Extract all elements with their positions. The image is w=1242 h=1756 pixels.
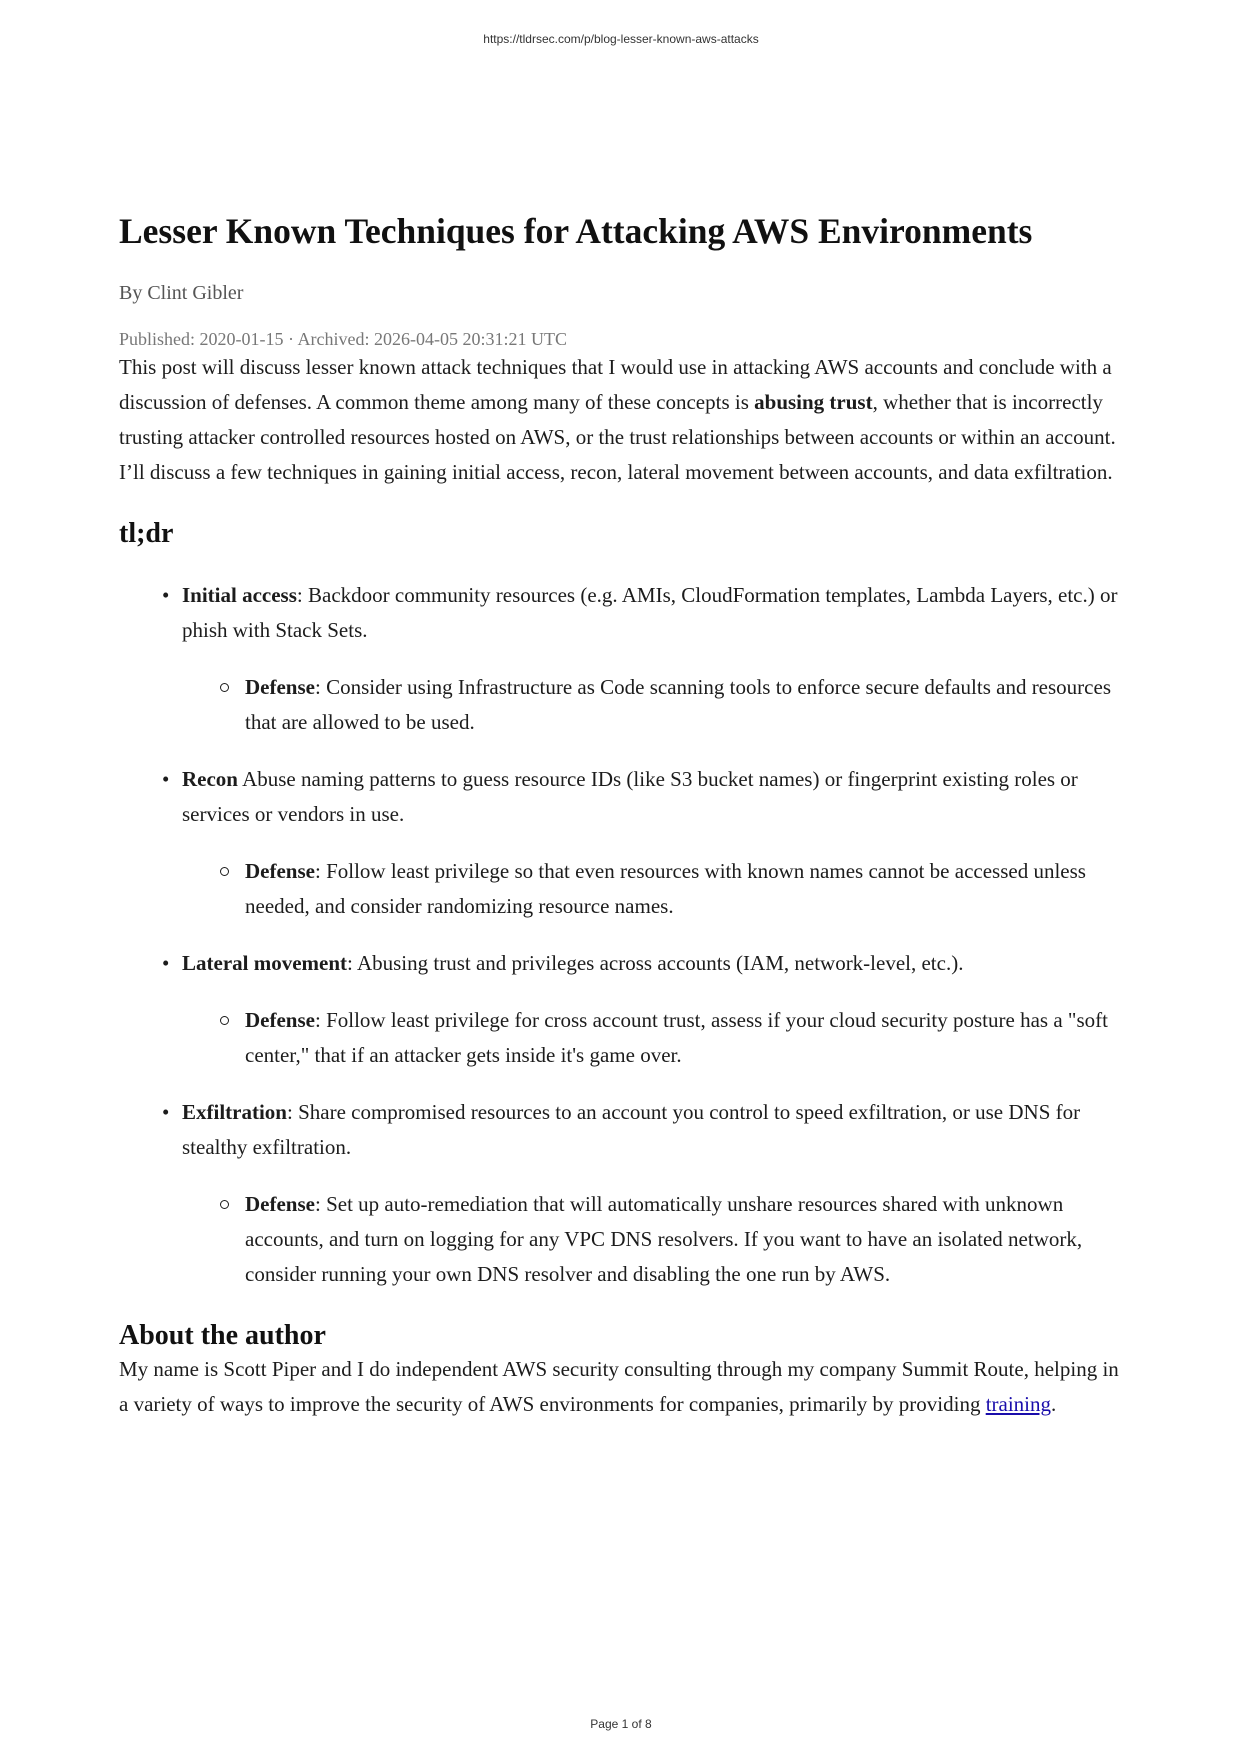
defense-item xyxy=(245,854,1123,924)
tldr-item-text: : Backdoor community resources (e.g. AMIs, CloudFormation templates, Lambda Layers, etc.) or phish with Stack Sets. xyxy=(182,582,1118,642)
about-text: My name is Scott Piper and I do independent AWS security consulting through my company Summit Route, helping in a variety of ways to improve the security of AWS environments for companies, primarily by providing xyxy=(119,1357,1119,1417)
tldr-item-exfiltration xyxy=(162,1095,1123,1292)
circle-bullet-icon xyxy=(220,867,229,876)
circle-bullet-icon xyxy=(220,1016,229,1025)
tldr-item-recon xyxy=(162,762,1123,924)
tldr-list xyxy=(119,578,1123,1292)
defense-text: : Follow least privilege for cross account trust, assess if your cloud security posture has a "soft center," that if an attacker gets inside it's game over. xyxy=(245,1007,1108,1067)
about-paragraph xyxy=(119,1352,1123,1422)
defense-item xyxy=(245,1187,1123,1292)
defense-text: : Follow least privilege so that even resources with known names cannot be accessed unless needed, and consider randomizing resource names. xyxy=(245,858,1086,918)
intro-text-end: , whether that is incorrectly trusting attacker controlled resources hosted on AWS, or the trust relationships between accounts or within an account. xyxy=(119,390,1116,450)
tldr-item-label: Recon xyxy=(182,766,238,791)
tldr-item-initial-access xyxy=(162,578,1123,740)
defense-label: Defense xyxy=(245,1007,315,1032)
article-title: Lesser Known Techniques for Attacking AWS Environments xyxy=(119,211,1033,251)
tldr-item-label: Initial access xyxy=(182,582,297,607)
circle-bullet-icon xyxy=(220,1200,229,1209)
defense-item xyxy=(245,670,1123,740)
tldr-item-label: Lateral movement xyxy=(182,950,348,975)
defense-list xyxy=(182,854,1123,924)
page-number: Page 1 of 8 xyxy=(590,1717,652,1731)
intro-paragraph-2: I’ll discuss a few techniques in gaining initial access, recon, lateral movement between accounts, and data exfiltration. xyxy=(119,460,1113,485)
training-link[interactable]: training xyxy=(985,1392,1052,1417)
bullet-icon: • xyxy=(162,1099,170,1124)
page-url: https://tldrsec.com/p/blog-lesser-known-aws-attacks xyxy=(483,32,759,46)
bullet-icon: • xyxy=(162,582,170,607)
defense-list xyxy=(182,670,1123,740)
article xyxy=(119,210,1123,1422)
defense-list xyxy=(182,1187,1123,1292)
tldr-item-label: Exfiltration xyxy=(182,1099,287,1124)
tldr-heading: tl;dr xyxy=(119,518,174,550)
defense-label: Defense xyxy=(245,674,315,699)
tldr-item-lateral-movement xyxy=(162,946,1123,1073)
circle-bullet-icon xyxy=(220,683,229,692)
tldr-item-text: : Share compromised resources to an account you control to speed exfiltration, or use DNS for stealthy exfiltration. xyxy=(182,1099,1081,1159)
bullet-icon: • xyxy=(162,766,170,791)
byline: By Clint Gibler xyxy=(119,281,244,304)
intro-text-start: This post will discuss lesser known attack techniques that I would use in attacking AWS accounts and conclude with a discussion of defenses. A common theme among many of these concepts is xyxy=(119,355,1112,415)
publish-meta: Published: 2020-01-15 · Archived: 2026-04-05 20:31:21 UTC xyxy=(119,328,567,349)
defense-label: Defense xyxy=(245,1191,315,1216)
about-heading: About the author xyxy=(119,1319,326,1351)
defense-text: : Set up auto-remediation that will automatically unshare resources shared with unknown accounts, and turn on logging for any VPC DNS resolvers. If you want to have an isolated network, consider running your own DNS resolver and disabling the one run by AWS. xyxy=(245,1191,1083,1286)
defense-text: : Consider using Infrastructure as Code scanning tools to enforce secure defaults and resources that are allowed to be used. xyxy=(245,674,1111,734)
about-text-end: . xyxy=(1051,1392,1057,1417)
defense-label: Defense xyxy=(245,858,315,883)
intro-paragraph xyxy=(119,350,1123,455)
defense-item xyxy=(245,1003,1123,1073)
tldr-item-text: : Abusing trust and privileges across accounts (IAM, network-level, etc.). xyxy=(347,950,964,975)
defense-list xyxy=(182,1003,1123,1073)
intro-bold-text: abusing trust xyxy=(754,390,873,415)
bullet-icon: • xyxy=(162,950,170,975)
tldr-item-text: Abuse naming patterns to guess resource IDs (like S3 bucket names) or fingerprint existing roles or services or vendors in use. xyxy=(182,766,1078,826)
